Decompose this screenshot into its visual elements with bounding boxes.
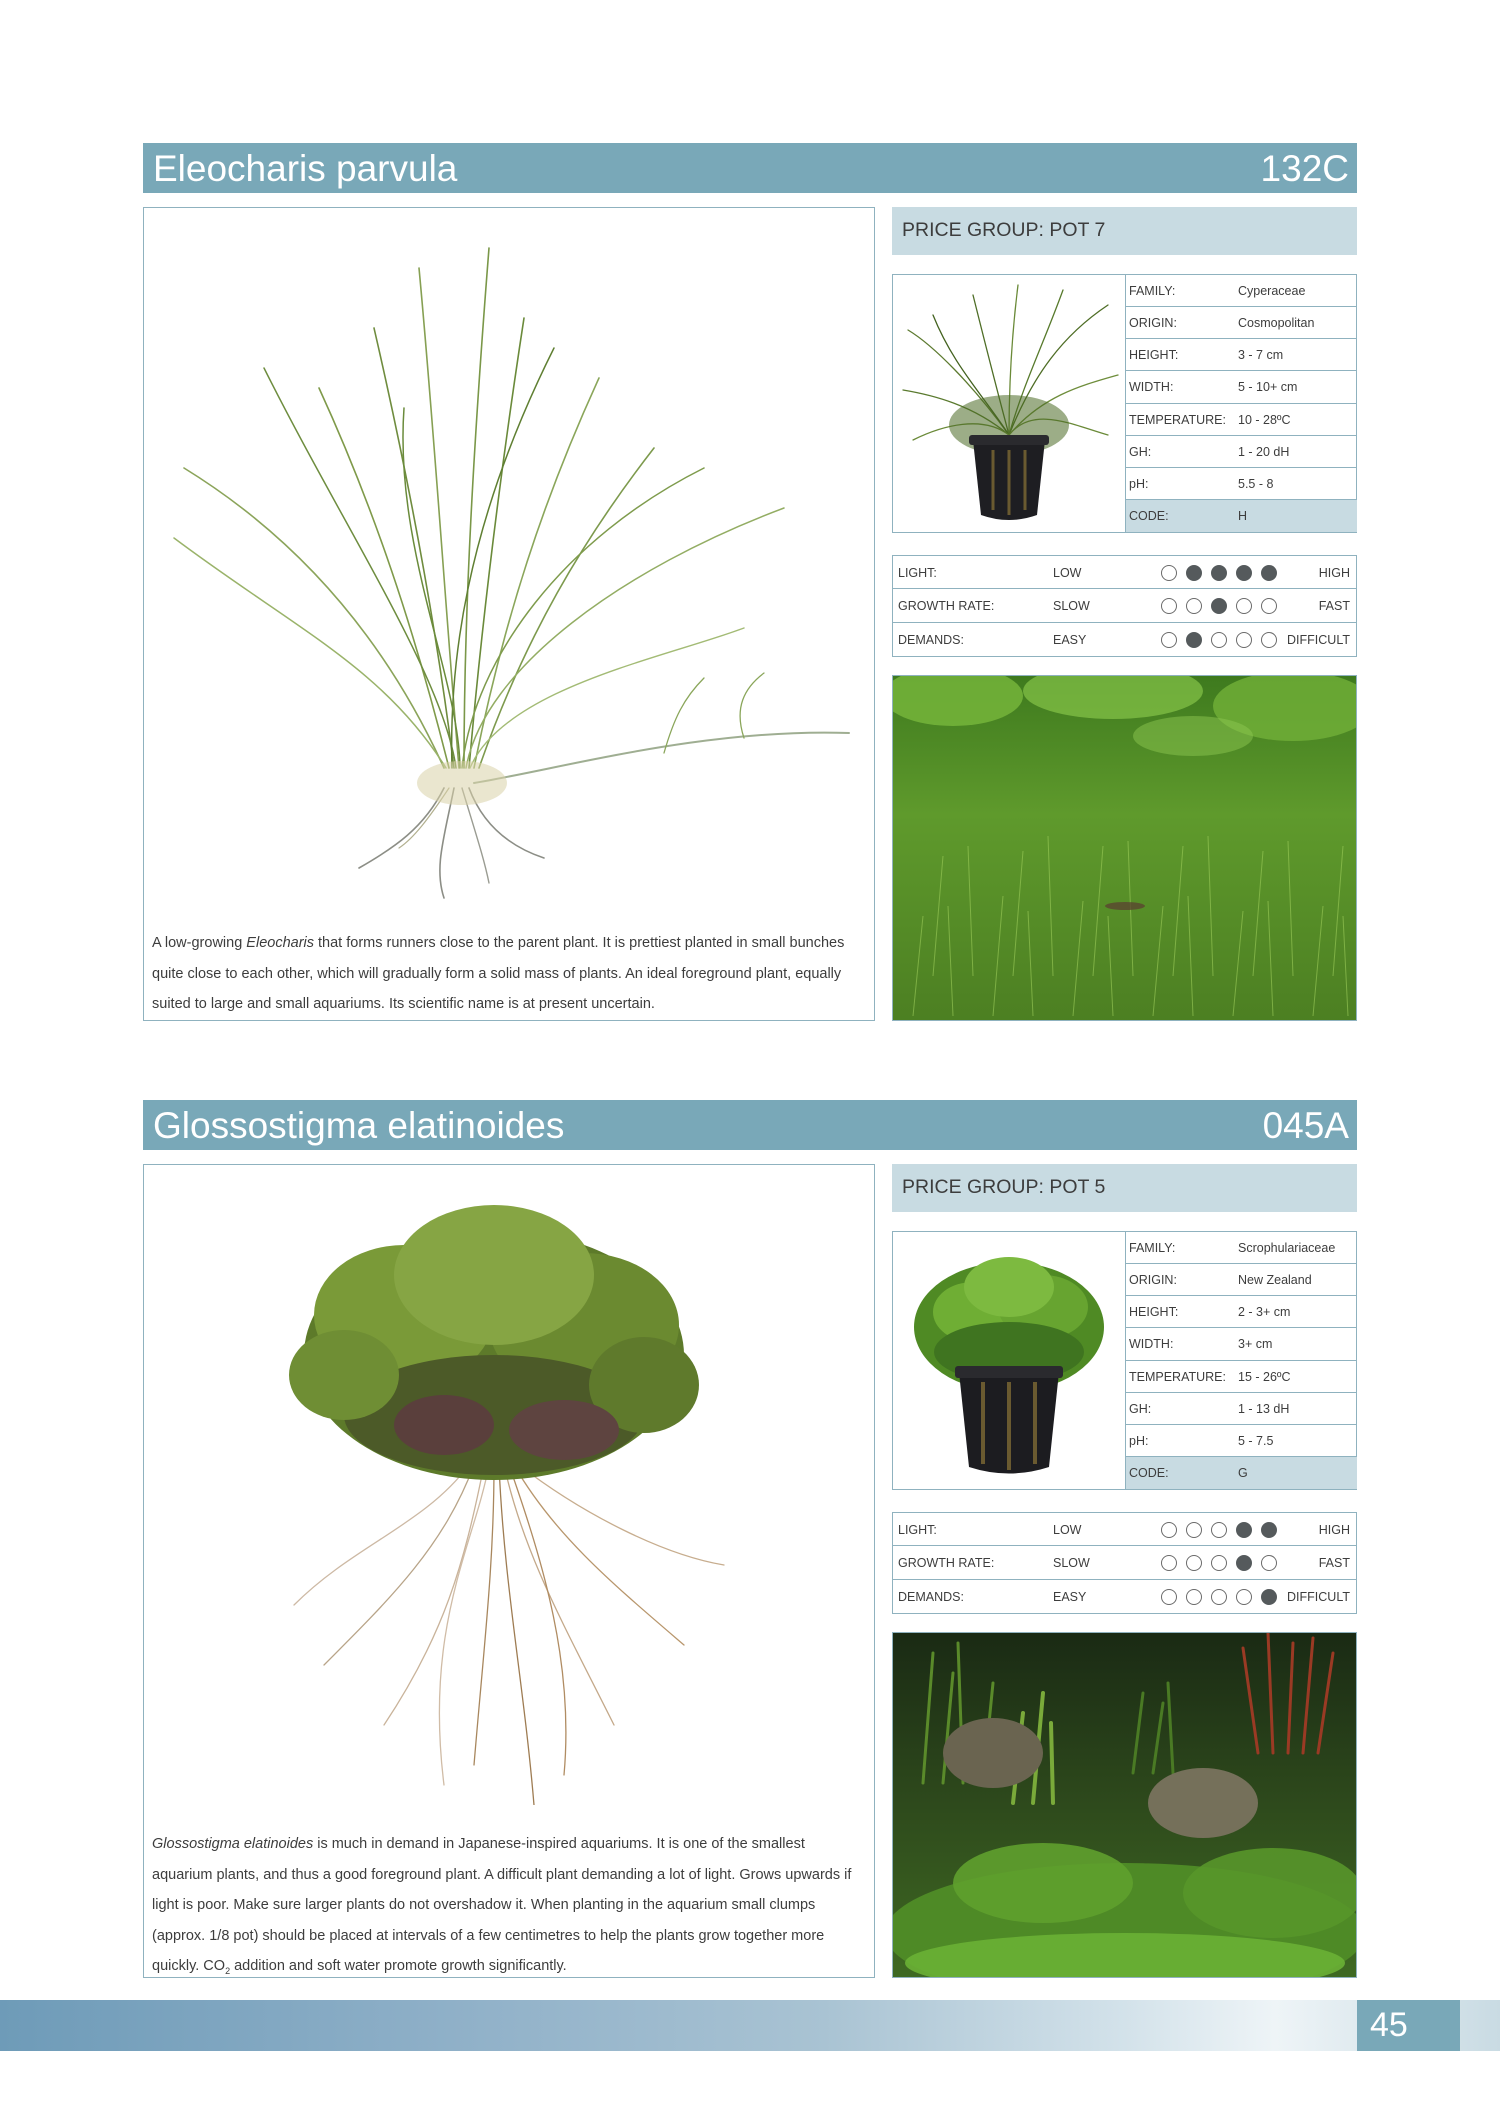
- rating-dot-empty: [1186, 598, 1202, 614]
- rating-dot-empty: [1211, 1589, 1227, 1605]
- rating-high-label: DIFFICULT: [1287, 632, 1350, 647]
- fact-value: Cyperaceae: [1238, 284, 1306, 298]
- rating-dot-empty: [1161, 1522, 1177, 1538]
- potted-plant-photo: [893, 1232, 1125, 1489]
- fact-row: [1126, 1232, 1357, 1264]
- plant-title-bar: [143, 143, 1357, 193]
- rating-high-label: FAST: [1318, 599, 1350, 614]
- rating-dot-empty: [1161, 632, 1177, 648]
- fact-key: GH:: [1129, 444, 1152, 459]
- rating-dot-filled: [1186, 632, 1202, 648]
- rating-high-label: HIGH: [1318, 566, 1350, 580]
- rating-label: LIGHT:: [898, 1523, 937, 1537]
- description-text: A low-growing: [152, 935, 247, 951]
- rating-row: [893, 1546, 1356, 1579]
- plant-code: 132C: [1260, 148, 1349, 189]
- rating-row: [893, 556, 1356, 589]
- fact-row-code: [1126, 1457, 1357, 1489]
- plant-name: Eleocharis parvula: [153, 148, 458, 189]
- rating-dot-empty: [1161, 1555, 1177, 1571]
- rating-dot-empty: [1261, 1555, 1277, 1571]
- fact-value: Cosmopolitan: [1238, 316, 1315, 331]
- fact-row: [1126, 1425, 1357, 1457]
- rating-dot-empty: [1186, 1589, 1202, 1605]
- care-ratings-table: [892, 555, 1357, 657]
- plant-facts-table: [1125, 1232, 1357, 1489]
- rating-dot-filled: [1236, 565, 1252, 581]
- rating-low-label: LOW: [1053, 566, 1082, 580]
- fact-key: ORIGIN:: [1129, 1273, 1177, 1288]
- description-text: addition and soft water promote growth significantly.: [230, 1958, 567, 1974]
- rating-label: GROWTH RATE:: [898, 599, 995, 614]
- fact-key: FAMILY:: [1129, 1241, 1176, 1255]
- plant-code: 045A: [1262, 1105, 1349, 1146]
- footer-banner: [0, 2000, 1500, 2051]
- rating-dot-filled: [1261, 1522, 1277, 1538]
- fact-key: CODE:: [1129, 1465, 1169, 1480]
- price-group: PRICE GROUP: POT 7: [892, 207, 1357, 255]
- plant-info-box: [892, 1231, 1357, 1490]
- fact-row-code: [1126, 500, 1357, 532]
- plant-description: [152, 1829, 860, 1986]
- rating-dot-empty: [1186, 1555, 1202, 1571]
- plant-illustration-panel: [143, 1164, 875, 1978]
- fact-key: CODE:: [1129, 508, 1169, 523]
- plant-illustration-panel: [143, 207, 875, 1021]
- fact-value: 2 - 3+ cm: [1238, 1305, 1291, 1320]
- fact-row: [1126, 339, 1357, 371]
- rating-label: LIGHT:: [898, 566, 937, 580]
- rating-dot-empty: [1261, 632, 1277, 648]
- fact-key: pH:: [1129, 476, 1149, 491]
- description-genus: Eleocharis: [246, 935, 314, 951]
- fact-row: [1126, 1296, 1357, 1328]
- rating-dot-filled: [1236, 1555, 1252, 1571]
- rating-dot-empty: [1211, 1555, 1227, 1571]
- rating-dot-empty: [1186, 1522, 1202, 1538]
- fact-key: pH:: [1129, 1433, 1149, 1448]
- aquarium-photo: [892, 1632, 1357, 1978]
- fact-value: 5 - 7.5: [1238, 1433, 1274, 1448]
- fact-key: TEMPERATURE:: [1129, 412, 1226, 427]
- description-species: Glossostigma elatinoides: [152, 1836, 314, 1852]
- fact-row: [1126, 468, 1357, 500]
- rating-dot-empty: [1236, 632, 1252, 648]
- fact-key: HEIGHT:: [1129, 348, 1179, 363]
- rating-dot-filled: [1211, 598, 1227, 614]
- rating-dot-empty: [1161, 1589, 1177, 1605]
- fact-value: 3 - 7 cm: [1238, 348, 1284, 363]
- potted-plant-photo: [893, 275, 1125, 532]
- fact-value: 10 - 28ºC: [1238, 412, 1291, 427]
- fact-key: TEMPERATURE:: [1129, 1369, 1226, 1384]
- rating-high-label: DIFFICULT: [1287, 1589, 1350, 1604]
- fact-row: [1126, 1264, 1357, 1296]
- care-ratings-table: [892, 1512, 1357, 1614]
- fact-value: 15 - 26ºC: [1238, 1369, 1291, 1384]
- rating-dot-filled: [1261, 565, 1277, 581]
- rating-dot-empty: [1161, 598, 1177, 614]
- fact-value: Scrophulariaceae: [1238, 1241, 1336, 1255]
- description-text: is much in demand in Japanese-inspired aquariums. It is one of the smallest aquarium plants, and thus a good foreground plant. A difficult plant demanding a lot of light. Grows upwards if light is poor. Make sure larger plants do not overshadow it. When planting in the aquarium small clumps (approx. 1/8 pot) should be placed at intervals of a few centimetres to help the plants grow together more quickly. CO: [152, 1836, 852, 1974]
- rating-label: GROWTH RATE:: [898, 1556, 995, 1571]
- rating-dot-empty: [1211, 1522, 1227, 1538]
- fact-row: [1126, 371, 1357, 403]
- rating-low-label: LOW: [1053, 1523, 1082, 1537]
- page-number: 45: [1357, 2000, 1460, 2051]
- plant-facts-table: [1125, 275, 1357, 532]
- rating-row: [893, 1513, 1356, 1546]
- rating-high-label: HIGH: [1318, 1523, 1350, 1537]
- rating-row: [893, 623, 1356, 656]
- fact-key: GH:: [1129, 1401, 1152, 1416]
- rating-high-label: FAST: [1318, 1556, 1350, 1571]
- rating-dot-empty: [1261, 598, 1277, 614]
- rating-label: DEMANDS:: [898, 1589, 964, 1604]
- aquarium-photo: [892, 675, 1357, 1021]
- fact-key: WIDTH:: [1129, 380, 1174, 395]
- fact-value: G: [1238, 1465, 1248, 1480]
- price-group: PRICE GROUP: POT 5: [892, 1164, 1357, 1212]
- fact-row: [1126, 307, 1357, 339]
- fact-row: [1126, 1328, 1357, 1360]
- description-text: that forms runners close to the parent plant. It is prettiest planted in small bunches quite close to each other, which will gradually form a solid mass of plants. An ideal foreground plant, equally suited to large and small aquariums. Its scientific name is at present uncertain.: [152, 935, 845, 1012]
- eleocharis-illustration: [144, 208, 874, 908]
- rating-low-label: EASY: [1053, 1589, 1087, 1604]
- rating-low-label: SLOW: [1053, 599, 1090, 614]
- fact-value: 5 - 10+ cm: [1238, 380, 1298, 395]
- rating-row: [893, 589, 1356, 622]
- rating-dot-filled: [1211, 565, 1227, 581]
- fact-row: [1126, 404, 1357, 436]
- rating-dot-filled: [1186, 565, 1202, 581]
- rating-dot-empty: [1236, 598, 1252, 614]
- plant-name: Glossostigma elatinoides: [153, 1105, 565, 1146]
- fact-value: H: [1238, 508, 1248, 523]
- plant-info-box: [892, 274, 1357, 533]
- fact-row: [1126, 275, 1357, 307]
- fact-value: 5.5 - 8: [1238, 476, 1274, 491]
- fact-value: 3+ cm: [1238, 1337, 1273, 1352]
- fact-key: FAMILY:: [1129, 284, 1176, 298]
- fact-row: [1126, 1393, 1357, 1425]
- rating-label: DEMANDS:: [898, 632, 964, 647]
- fact-key: WIDTH:: [1129, 1337, 1174, 1352]
- rating-low-label: SLOW: [1053, 1556, 1090, 1571]
- rating-low-label: EASY: [1053, 632, 1087, 647]
- rating-dot-empty: [1161, 565, 1177, 581]
- plant-description: [152, 928, 860, 1020]
- fact-value: 1 - 13 dH: [1238, 1401, 1290, 1416]
- glossostigma-illustration: [144, 1165, 874, 1805]
- rating-dot-empty: [1236, 1589, 1252, 1605]
- rating-dot-filled: [1261, 1589, 1277, 1605]
- fact-row: [1126, 436, 1357, 468]
- fact-row: [1126, 1361, 1357, 1393]
- fact-value: New Zealand: [1238, 1273, 1312, 1288]
- rating-row: [893, 1580, 1356, 1613]
- fact-key: HEIGHT:: [1129, 1305, 1179, 1320]
- rating-dot-empty: [1211, 632, 1227, 648]
- plant-title-bar: [143, 1100, 1357, 1150]
- description-subscript: 2: [225, 1965, 231, 1976]
- rating-dot-filled: [1236, 1522, 1252, 1538]
- fact-key: ORIGIN:: [1129, 316, 1177, 331]
- fact-value: 1 - 20 dH: [1238, 444, 1290, 459]
